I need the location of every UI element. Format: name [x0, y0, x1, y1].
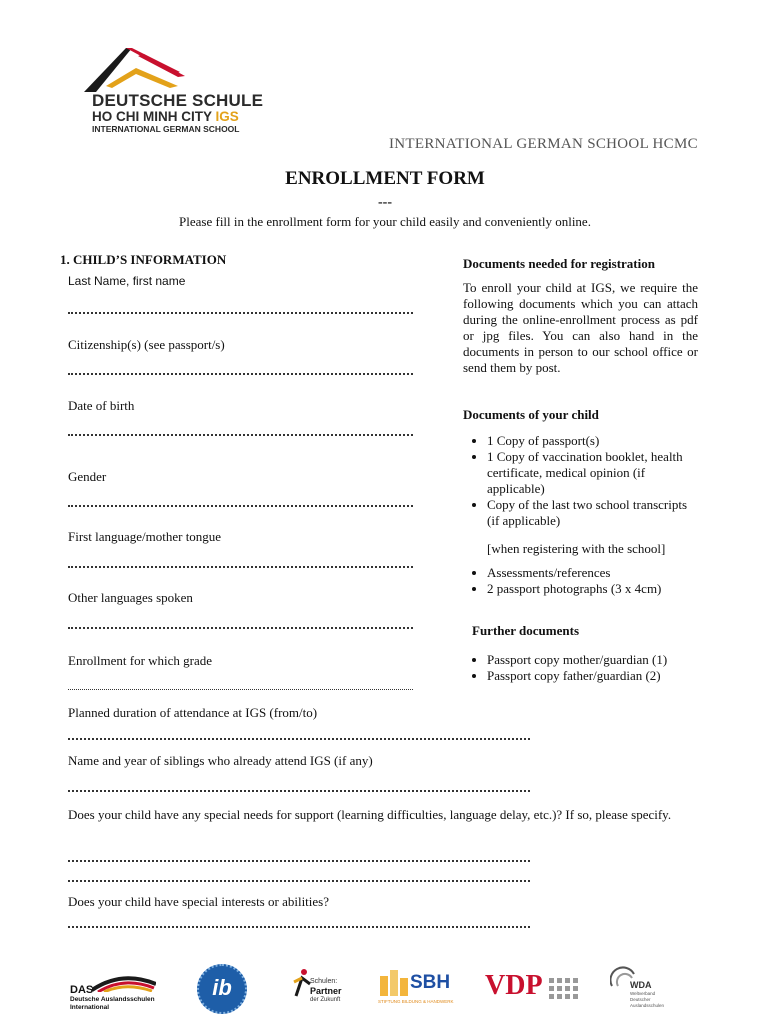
- vdp-text: VDP: [485, 970, 543, 1001]
- logo-city: HO CHI MINH CITY: [92, 109, 216, 124]
- field-line-gender[interactable]: [68, 505, 413, 507]
- sbh-text: SBH: [410, 972, 451, 993]
- wda-subtext-1: Weltverband: [630, 991, 656, 996]
- list-item: • Passport copy mother/guardian (1): [487, 652, 703, 668]
- list-item: • 1 Copy of vaccination booklet, health certificate, medical opinion (if applicable): [487, 449, 693, 497]
- field-label-name: Last Name, first name: [68, 274, 186, 288]
- field-line-name[interactable]: [68, 312, 413, 314]
- vdp-dots-icon: [549, 978, 579, 1002]
- list-item: • 2 passport photographs (3 x 4cm): [487, 581, 703, 597]
- field-line-first-language[interactable]: [68, 566, 413, 568]
- title-dashes: ---: [378, 195, 392, 210]
- field-label-other-languages: Other languages spoken: [68, 590, 193, 605]
- das-subtext-1: Deutsche Auslandsschulen: [70, 996, 155, 1003]
- wda-subtext-3: Auslandsschulen: [630, 1003, 665, 1008]
- sbh-subtext: STIFTUNG BILDUNG & HANDWERK: [378, 999, 454, 1004]
- registering-documents-list: [463, 565, 703, 597]
- wda-text: WDA: [630, 980, 652, 990]
- school-logo-roof: [80, 46, 260, 94]
- das-text: DAS: [70, 984, 94, 996]
- field-label-date-of-birth: Date of birth: [68, 398, 135, 413]
- page-title: ENROLLMENT FORM: [285, 168, 485, 189]
- list-item: • 1 Copy of passport(s): [487, 433, 693, 449]
- logo-line-3: INTERNATIONAL GERMAN SCHOOL: [92, 124, 240, 134]
- field-line-date-of-birth[interactable]: [68, 434, 413, 436]
- das-swoosh-icon: [92, 974, 156, 992]
- child-documents-heading: Documents of your child: [463, 407, 599, 422]
- field-label-siblings: Name and year of siblings who already attend IGS (if any): [68, 753, 373, 768]
- school-name: INTERNATIONAL GERMAN SCHOOL HCMC: [389, 136, 698, 152]
- logo-line-1: DEUTSCHE SCHULE: [92, 91, 264, 110]
- field-line-special-needs-2[interactable]: [68, 880, 530, 882]
- wda-subtext-2: Deutscher: [630, 997, 651, 1002]
- pasch-text-2: Partner: [310, 986, 342, 996]
- wda-logo: [608, 966, 668, 1012]
- logo-igs: IGS: [215, 109, 239, 124]
- field-label-grade: Enrollment for which grade: [68, 653, 213, 668]
- sbh-building-icon: [378, 968, 414, 998]
- documents-intro: To enroll your child at IGS, we require the following documents which you can attach during the online-enrollment process as pdf or jpg files. You can also hand in the documents in person to our school office or send them by post.: [463, 280, 698, 375]
- field-label-citizenship: Citizenship(s) (see passport/s): [68, 337, 225, 352]
- pasch-logo: [290, 968, 350, 1012]
- pasch-text-3: der Zukunft: [310, 997, 341, 1003]
- further-documents-list: [463, 652, 703, 684]
- ib-logo: [197, 964, 247, 1014]
- child-documents-list: [463, 433, 693, 529]
- documents-heading: Documents needed for registration: [463, 256, 655, 271]
- when-registering-note: [when registering with the school]: [487, 541, 666, 556]
- field-line-attendance[interactable]: [68, 738, 530, 740]
- intro-text: Please fill in the enrollment form for your child easily and conveniently online.: [179, 214, 591, 229]
- vdp-logo: [485, 968, 585, 1008]
- das-subtext-2: International: [70, 1004, 110, 1011]
- ib-text: ib: [212, 975, 232, 1000]
- das-logo: [70, 972, 160, 1014]
- field-line-special-needs-1[interactable]: [68, 860, 530, 862]
- field-label-attendance: Planned duration of attendance at IGS (from/to): [68, 705, 318, 720]
- field-label-special-needs: Does your child have any special needs for support (learning difficulties, language delay, etc.)? If so, please specify.: [68, 807, 672, 822]
- list-item: • Copy of the last two school transcripts (if applicable): [487, 497, 693, 529]
- field-line-grade[interactable]: [68, 689, 413, 690]
- field-line-citizenship[interactable]: [68, 373, 413, 375]
- field-label-special-interests: Does your child have special interests or abilities?: [68, 894, 330, 909]
- pasch-text-1: Schulen:: [310, 978, 338, 985]
- logo-line-2: [92, 109, 239, 124]
- field-line-special-interests[interactable]: [68, 926, 530, 928]
- section-title-childs-information: 1. CHILD’S INFORMATION: [60, 252, 227, 267]
- list-item: • Passport copy father/guardian (2): [487, 668, 703, 684]
- field-label-gender: Gender: [68, 469, 107, 484]
- sbh-logo: [378, 968, 462, 1008]
- field-line-other-languages[interactable]: [68, 627, 413, 629]
- list-item: • Assessments/references: [487, 565, 703, 581]
- field-line-siblings[interactable]: [68, 790, 530, 792]
- further-documents-heading: Further documents: [472, 623, 580, 638]
- field-label-first-language: First language/mother tongue: [68, 529, 222, 544]
